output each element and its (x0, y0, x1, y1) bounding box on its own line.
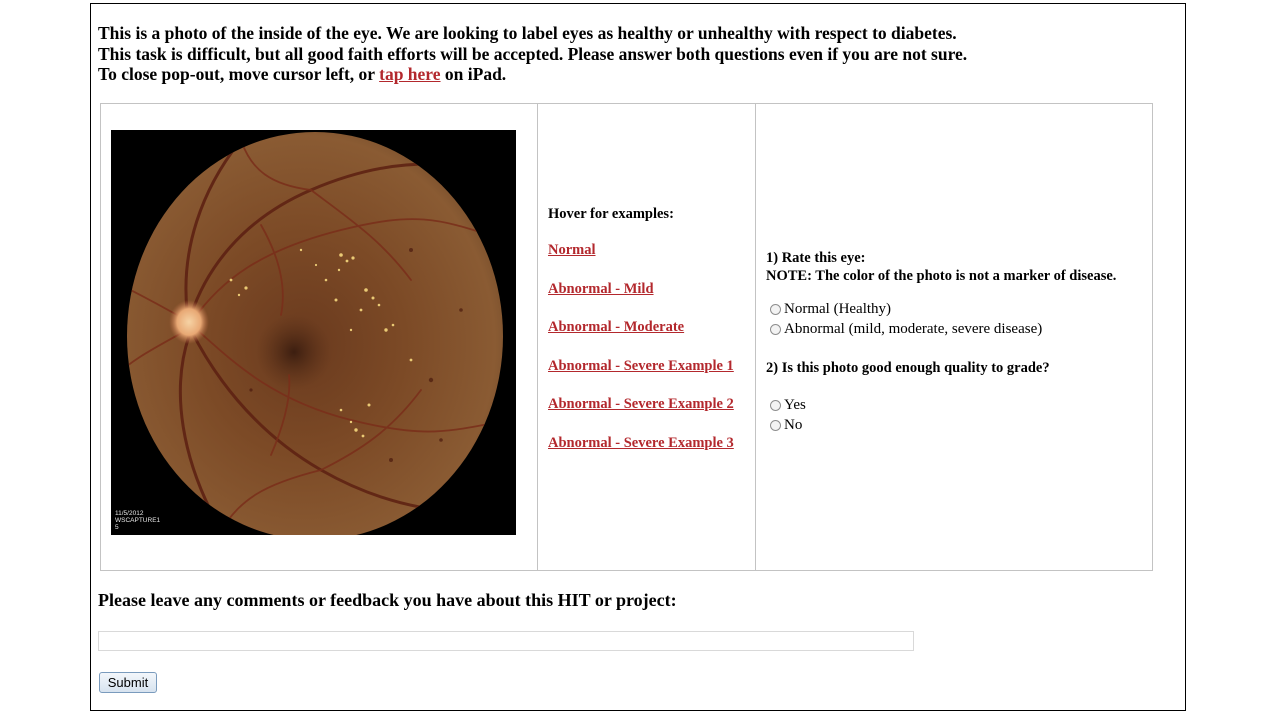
question-2-title: 2) Is this photo good enough quality to grade? (766, 360, 1050, 376)
option-abnormal-label: Abnormal (mild, moderate, severe disease) (784, 321, 1043, 337)
option-no-label: No (784, 417, 803, 433)
retina-photo (111, 130, 516, 535)
instructions-line-3-start: To close pop-out, move cursor left, or (98, 64, 380, 84)
option-normal-label: Normal (Healthy) (784, 301, 892, 317)
fundus-image (111, 130, 516, 535)
column-divider (537, 104, 538, 570)
option-abnormal[interactable] (766, 319, 1151, 339)
example-link-normal[interactable]: Normal (548, 242, 596, 258)
instructions-line-2: This task is difficult, but all good faith efforts will be accepted. Please answer both questions even if you are not sure. (98, 43, 968, 64)
option-no[interactable] (766, 415, 1151, 435)
tap-here-link[interactable]: tap here (379, 64, 441, 84)
instructions-line-1: This is a photo of the inside of the eye. We are looking to label eyes as healthy or unhealthy with respect to diabetes. (98, 23, 957, 43)
questions-panel (766, 249, 1151, 435)
example-link-severe-3[interactable]: Abnormal - Severe Example 3 (548, 434, 734, 451)
example-link-severe-2[interactable]: Abnormal - Severe Example 2 (548, 396, 734, 412)
submit-button[interactable]: Submit (99, 672, 157, 693)
image-capture-label: WSCAPTURE1 (115, 517, 161, 524)
instructions-line-3-end: on iPad. (440, 64, 507, 84)
image-capture-number: 5 (115, 524, 119, 531)
radio-abnormal[interactable] (770, 324, 781, 335)
instructions (98, 23, 1158, 85)
instructions-line-3 (98, 64, 1158, 85)
radio-no[interactable] (770, 420, 781, 431)
example-link-abnormal-mild[interactable]: Abnormal - Mild (548, 280, 654, 297)
task-table (100, 103, 1153, 571)
question-1-note: NOTE: The color of the photo is not a marker of disease. (766, 268, 1117, 284)
image-timestamp (115, 510, 160, 531)
example-link-severe-1[interactable]: Abnormal - Severe Example 1 (548, 357, 734, 374)
example-link-abnormal-moderate[interactable]: Abnormal - Moderate (548, 319, 685, 335)
option-normal[interactable] (766, 299, 1151, 319)
image-date: 11/5/2012 (115, 510, 144, 517)
examples-panel (548, 206, 758, 473)
examples-heading: Hover for examples: (548, 206, 674, 222)
radio-normal[interactable] (770, 304, 781, 315)
comments-label: Please leave any comments or feedback you have about this HIT or project: (98, 590, 677, 610)
question-1-title: 1) Rate this eye: (766, 250, 866, 266)
comments-input[interactable] (98, 631, 914, 651)
radio-yes[interactable] (770, 400, 781, 411)
option-yes[interactable] (766, 395, 1151, 415)
option-yes-label: Yes (784, 397, 806, 413)
